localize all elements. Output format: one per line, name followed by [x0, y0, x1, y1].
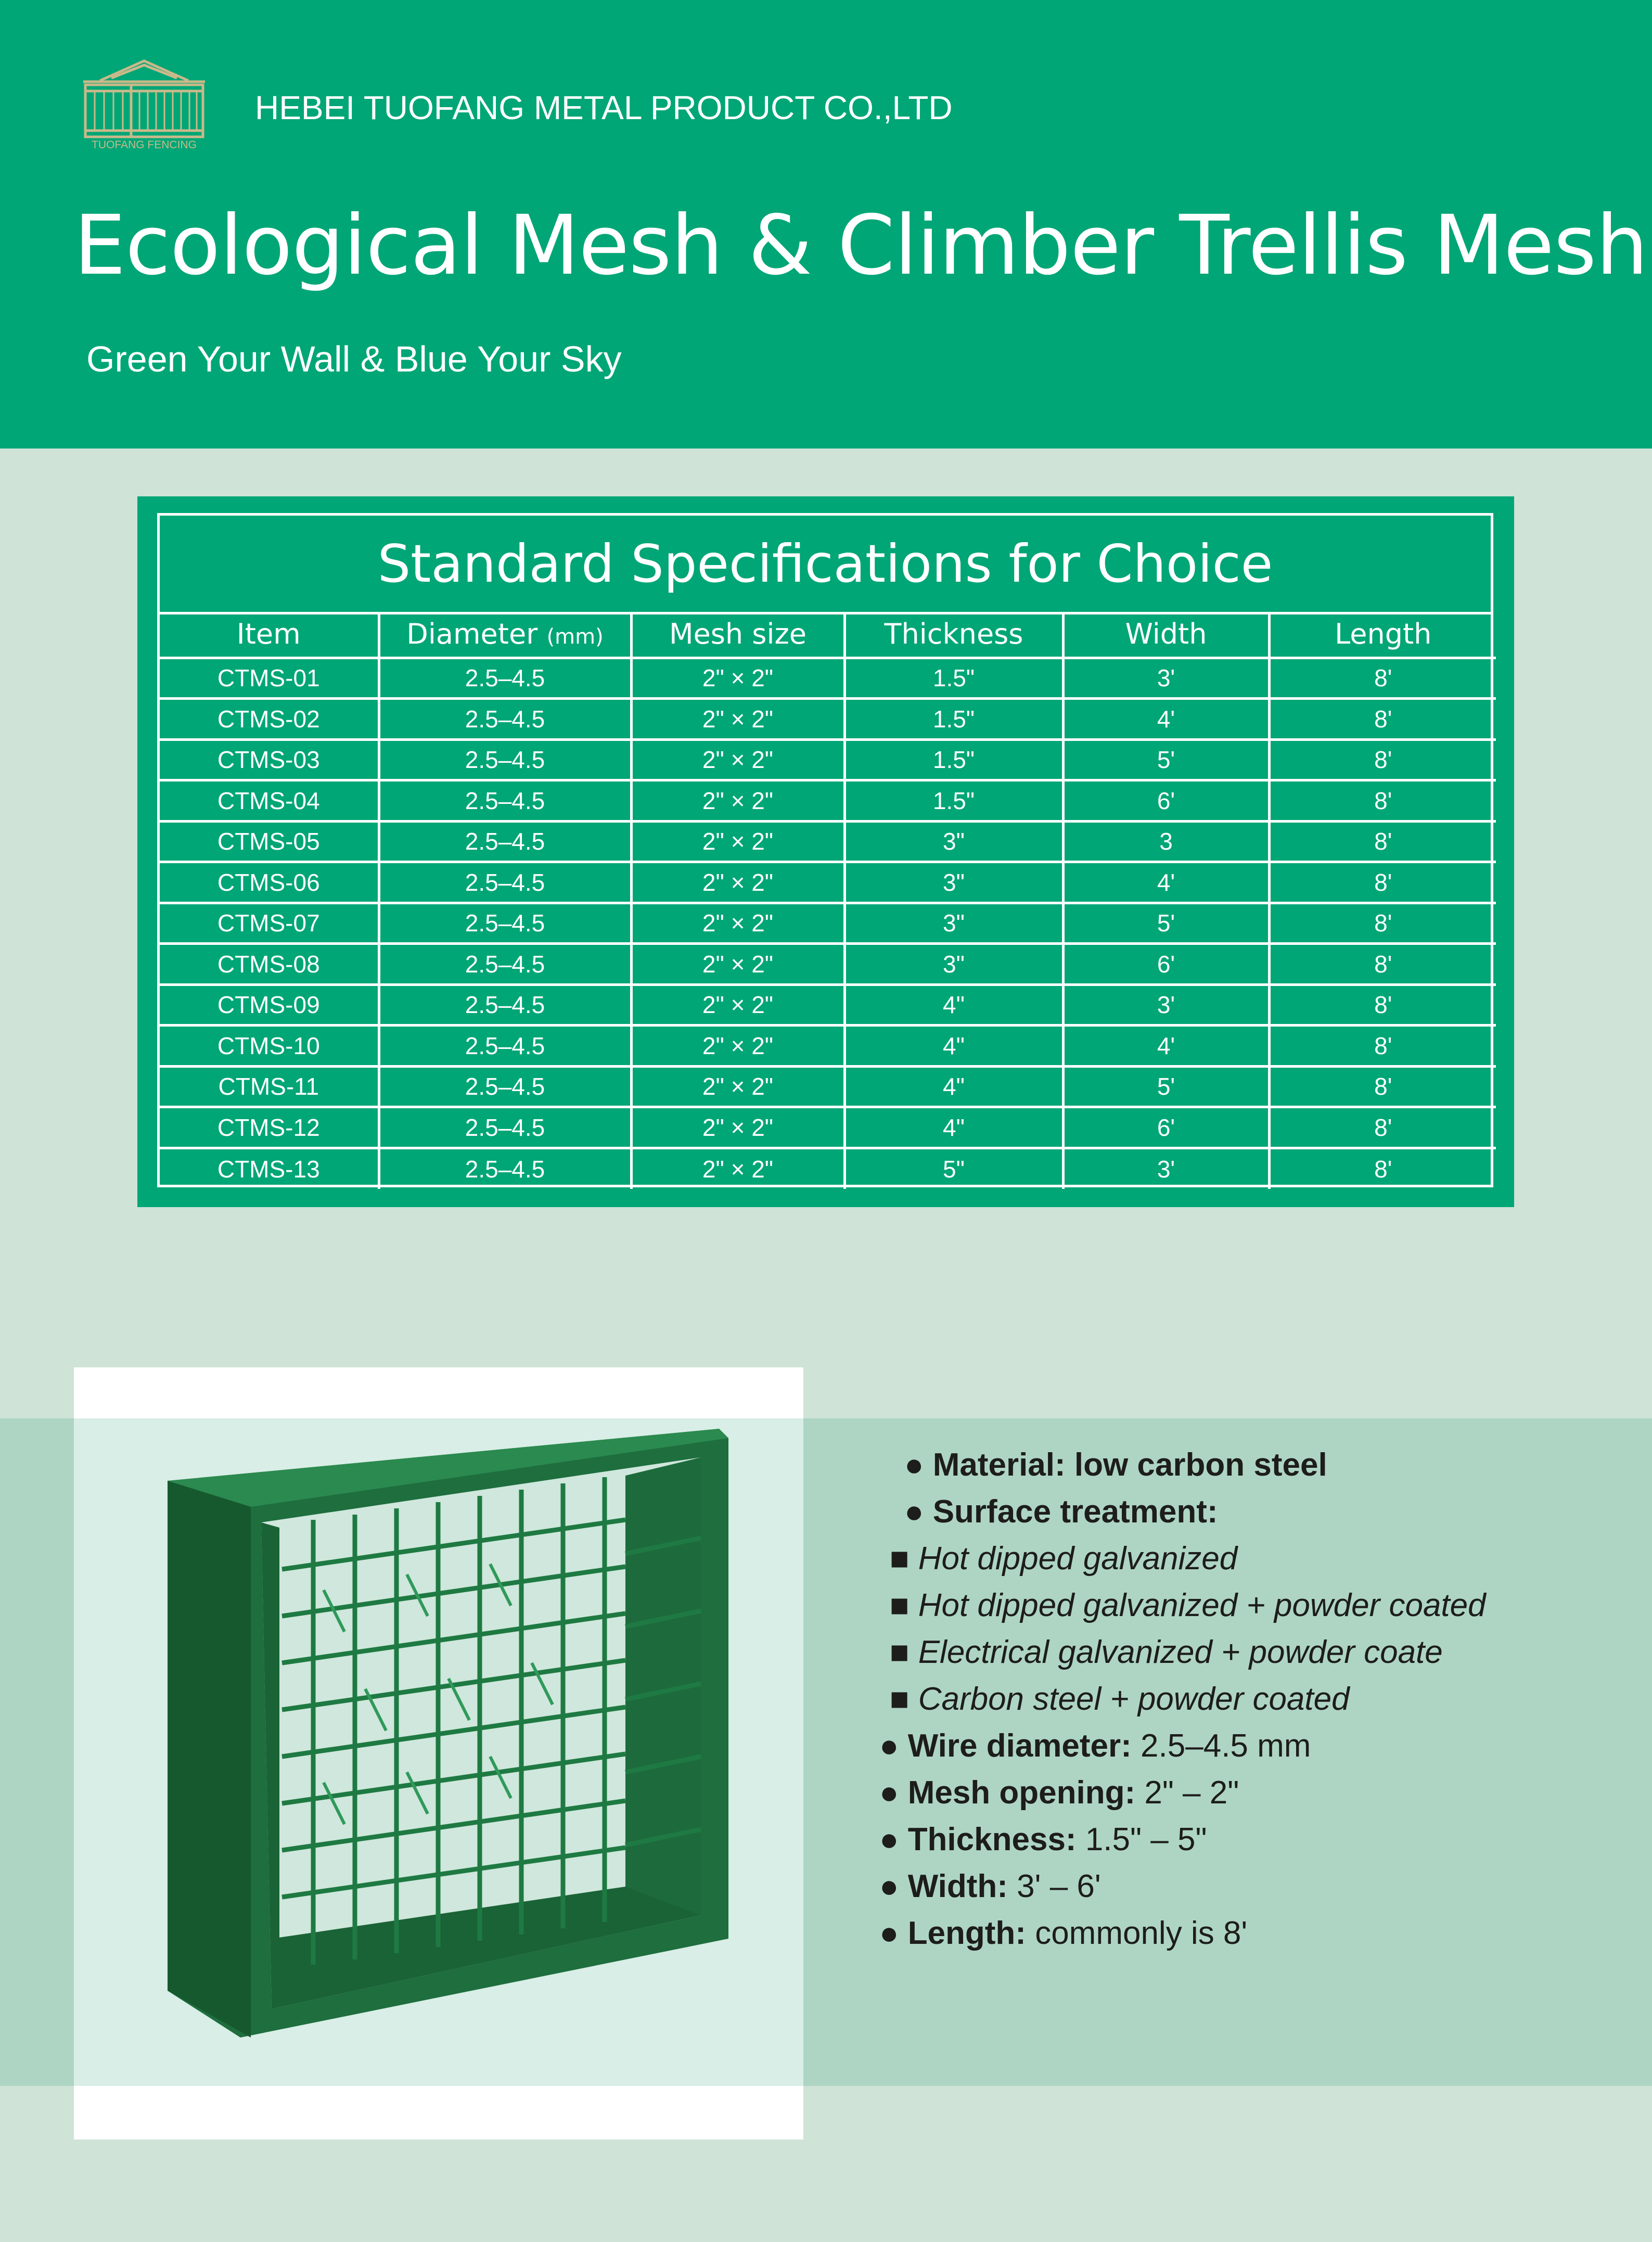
- cell-thickness: 4": [844, 1026, 1063, 1067]
- cell-width: 5': [1063, 903, 1269, 944]
- cell-mesh-size: 2" × 2": [631, 1148, 844, 1189]
- cell-length: 8': [1269, 1148, 1496, 1189]
- treatment-item: [890, 1540, 1237, 1577]
- cell-mesh-size: 2" × 2": [631, 739, 844, 780]
- spec-value: commonly is 8': [1035, 1915, 1248, 1951]
- table-row: [160, 984, 1496, 1026]
- cell-diameter: 2.5–4.5: [379, 821, 631, 862]
- trellis-mesh-illustration: [74, 1418, 803, 2086]
- cell-length: 8': [1269, 1107, 1496, 1148]
- spec-label: Length:: [907, 1915, 1026, 1951]
- cell-mesh-size: 2" × 2": [631, 821, 844, 862]
- cell-thickness: 3": [844, 903, 1063, 944]
- spec-length: [879, 1915, 1247, 1952]
- cell-width: 5': [1063, 739, 1269, 780]
- cell-diameter: 2.5–4.5: [379, 903, 631, 944]
- treatment-item: [890, 1587, 1486, 1624]
- treatment-text: Carbon steel + powder coated: [918, 1681, 1350, 1717]
- cell-item: CTMS-07: [160, 903, 379, 944]
- bullet-square: ■: [890, 1634, 910, 1670]
- table-row: [160, 699, 1496, 740]
- cell-width: 4': [1063, 699, 1269, 740]
- treatment-item: [890, 1634, 1443, 1671]
- treatment-text: Hot dipped galvanized + powder coated: [918, 1587, 1486, 1623]
- cell-width: 4': [1063, 1026, 1269, 1067]
- table-row: [160, 1148, 1496, 1189]
- cell-length: 8': [1269, 739, 1496, 780]
- cell-width: 3': [1063, 658, 1269, 699]
- spec-value: 1.5" – 5": [1085, 1822, 1207, 1857]
- cell-length: 8': [1269, 862, 1496, 903]
- bullet-square: ■: [890, 1681, 910, 1717]
- cell-thickness: 4": [844, 984, 1063, 1026]
- cell-mesh-size: 2" × 2": [631, 780, 844, 822]
- cell-mesh-size: 2" × 2": [631, 1026, 844, 1067]
- cell-diameter: 2.5–4.5: [379, 862, 631, 903]
- spec-label: Wire diameter:: [907, 1728, 1132, 1764]
- cell-diameter: 2.5–4.5: [379, 1066, 631, 1107]
- cell-mesh-size: 2" × 2": [631, 984, 844, 1026]
- col-header-item: Item: [160, 612, 379, 658]
- cell-item: CTMS-11: [160, 1066, 379, 1107]
- cell-mesh-size: 2" × 2": [631, 1066, 844, 1107]
- cell-thickness: 3": [844, 862, 1063, 903]
- cell-diameter: 2.5–4.5: [379, 944, 631, 985]
- cell-mesh-size: 2" × 2": [631, 903, 844, 944]
- cell-item: CTMS-09: [160, 984, 379, 1026]
- bullet-dot: ●: [879, 1728, 899, 1764]
- cell-length: 8': [1269, 1026, 1496, 1067]
- cell-item: CTMS-10: [160, 1026, 379, 1067]
- cell-diameter: 2.5–4.5: [379, 739, 631, 780]
- bullet-dot: ●: [879, 1822, 899, 1857]
- page-subtitle: Green Your Wall & Blue Your Sky: [86, 339, 622, 379]
- cell-width: 6': [1063, 1107, 1269, 1148]
- feature-surface: [904, 1493, 1218, 1530]
- cell-length: 8': [1269, 984, 1496, 1026]
- cell-item: CTMS-06: [160, 862, 379, 903]
- spec-title: Standard Specifications for Choice: [160, 516, 1491, 614]
- cell-diameter: 2.5–4.5: [379, 658, 631, 699]
- cell-length: 8': [1269, 699, 1496, 740]
- col-header-width: Width: [1063, 612, 1269, 658]
- table-row: [160, 862, 1496, 903]
- cell-length: 8': [1269, 944, 1496, 985]
- col-header-thickness: Thickness: [844, 612, 1063, 658]
- table-row: [160, 1026, 1496, 1067]
- cell-width: 4': [1063, 862, 1269, 903]
- cell-width: 3': [1063, 984, 1269, 1026]
- cell-thickness: 1.5": [844, 739, 1063, 780]
- cell-length: 8': [1269, 903, 1496, 944]
- cell-thickness: 5": [844, 1148, 1063, 1189]
- bullet-dot: ●: [879, 1868, 899, 1904]
- spec-value: 2" – 2": [1144, 1775, 1239, 1811]
- treatment-text: Hot dipped galvanized: [918, 1541, 1238, 1577]
- cell-diameter: 2.5–4.5: [379, 1107, 631, 1148]
- spec-mesh-opening: [879, 1774, 1239, 1811]
- treatment-text: Electrical galvanized + powder coate: [918, 1634, 1443, 1670]
- col-header-diameter-unit: (mm): [546, 625, 604, 649]
- cell-item: CTMS-03: [160, 739, 379, 780]
- cell-diameter: 2.5–4.5: [379, 780, 631, 822]
- logo-text: TUOFANG FENCING: [92, 139, 197, 151]
- spec-label: Thickness:: [907, 1822, 1077, 1857]
- spec-wire-diameter: [879, 1727, 1311, 1764]
- cell-width: 6': [1063, 944, 1269, 985]
- cell-thickness: 1.5": [844, 658, 1063, 699]
- spec-label: Mesh opening:: [907, 1775, 1136, 1811]
- cell-item: CTMS-05: [160, 821, 379, 862]
- cell-width: 6': [1063, 780, 1269, 822]
- cell-thickness: 1.5": [844, 780, 1063, 822]
- bullet-dot: ●: [879, 1775, 899, 1811]
- spec-frame: [157, 513, 1493, 1187]
- cell-mesh-size: 2" × 2": [631, 1107, 844, 1148]
- cell-mesh-size: 2" × 2": [631, 862, 844, 903]
- cell-width: 3': [1063, 1148, 1269, 1189]
- table-row: [160, 1107, 1496, 1148]
- cell-item: CTMS-04: [160, 780, 379, 822]
- cell-mesh-size: 2" × 2": [631, 699, 844, 740]
- cell-diameter: 2.5–4.5: [379, 1148, 631, 1189]
- bullet-dot: ●: [879, 1915, 899, 1951]
- cell-item: CTMS-13: [160, 1148, 379, 1189]
- table-row: [160, 739, 1496, 780]
- cell-thickness: 4": [844, 1066, 1063, 1107]
- table-row: [160, 821, 1496, 862]
- cell-item: CTMS-01: [160, 658, 379, 699]
- cell-thickness: 3": [844, 821, 1063, 862]
- spec-table: [160, 612, 1496, 1189]
- cell-width: 5': [1063, 1066, 1269, 1107]
- page-header: [0, 0, 1652, 449]
- table-row: [160, 903, 1496, 944]
- col-header-length: Length: [1269, 612, 1496, 658]
- cell-length: 8': [1269, 1066, 1496, 1107]
- cell-thickness: 1.5": [844, 699, 1063, 740]
- spec-thickness: [879, 1821, 1207, 1858]
- cell-length: 8': [1269, 658, 1496, 699]
- cell-diameter: 2.5–4.5: [379, 984, 631, 1026]
- table-row: [160, 658, 1496, 699]
- spec-header-row: [160, 612, 1496, 658]
- cell-thickness: 3": [844, 944, 1063, 985]
- feature-material: [904, 1446, 1327, 1483]
- product-photo: [74, 1418, 803, 2086]
- table-row: [160, 780, 1496, 822]
- feature-surface-label: Surface treatment:: [932, 1494, 1218, 1530]
- spec-width: [879, 1868, 1101, 1905]
- bullet-square: ■: [890, 1541, 910, 1577]
- table-row: [160, 944, 1496, 985]
- cell-diameter: 2.5–4.5: [379, 1026, 631, 1067]
- bullet-square: ■: [890, 1587, 910, 1623]
- cell-diameter: 2.5–4.5: [379, 699, 631, 740]
- bullet-dot: ●: [904, 1494, 924, 1530]
- spec-table-body: [160, 658, 1496, 1189]
- page-title: Ecological Mesh & Climber Trellis Mesh: [74, 198, 1648, 293]
- company-logo: [79, 55, 209, 153]
- col-header-mesh-size: Mesh size: [631, 612, 844, 658]
- spec-value: 2.5–4.5 mm: [1141, 1728, 1311, 1764]
- company-name: HEBEI TUOFANG METAL PRODUCT CO.,LTD: [255, 89, 953, 126]
- spec-panel: [137, 496, 1514, 1207]
- feature-material-label: Material: low carbon steel: [932, 1447, 1327, 1483]
- cell-length: 8': [1269, 780, 1496, 822]
- cell-mesh-size: 2" × 2": [631, 658, 844, 699]
- cell-width: 3: [1063, 821, 1269, 862]
- cell-item: CTMS-08: [160, 944, 379, 985]
- table-row: [160, 1066, 1496, 1107]
- cell-item: CTMS-12: [160, 1107, 379, 1148]
- treatment-item: [890, 1681, 1350, 1718]
- spec-label: Width:: [907, 1868, 1008, 1904]
- col-header-diameter-label: Diameter: [406, 618, 538, 651]
- spec-value: 3' – 6': [1017, 1868, 1101, 1904]
- cell-item: CTMS-02: [160, 699, 379, 740]
- cell-length: 8': [1269, 821, 1496, 862]
- col-header-diameter: [379, 612, 631, 658]
- cell-thickness: 4": [844, 1107, 1063, 1148]
- bullet-dot: ●: [904, 1447, 924, 1483]
- cell-mesh-size: 2" × 2": [631, 944, 844, 985]
